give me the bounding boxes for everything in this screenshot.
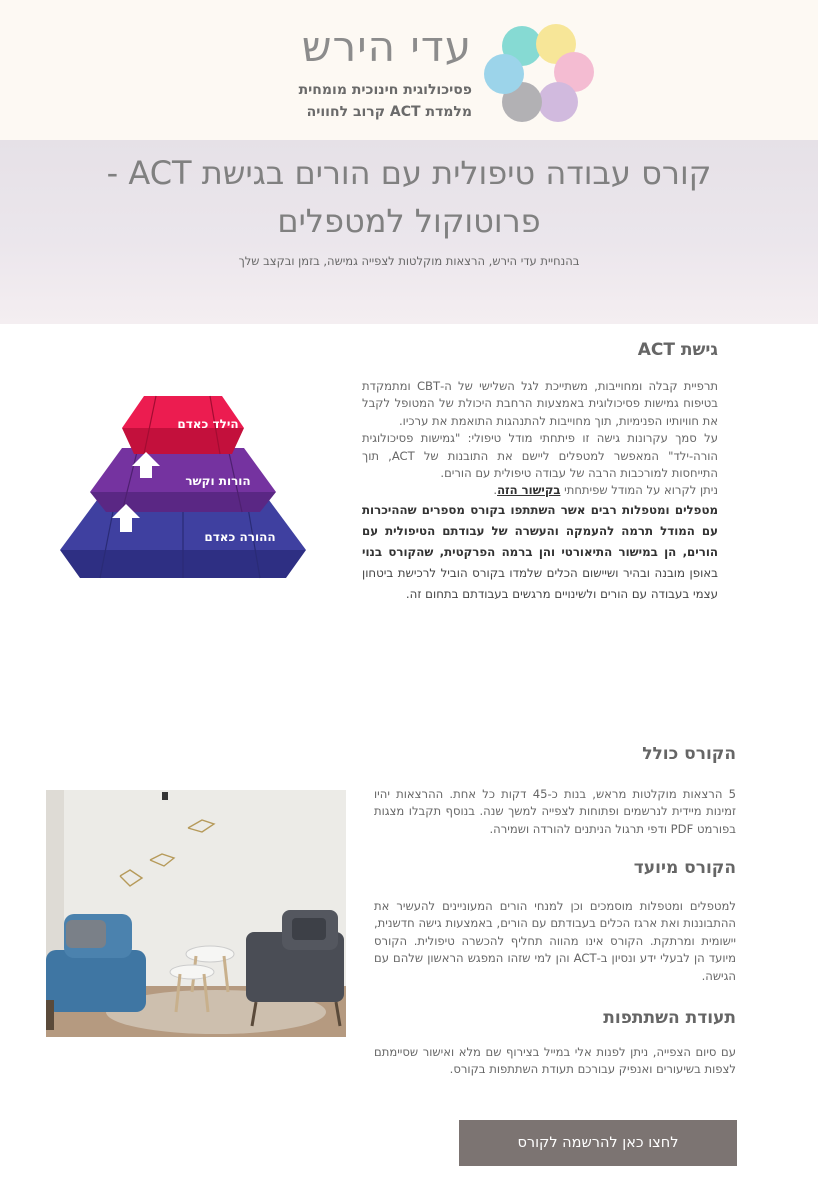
page-title-line-2: פרוטוקול למטפלים xyxy=(277,202,541,240)
audience-text: למטפלים ומטפלות מוסמכים וכן למנחי הורים המעוניינים להעשיר את ההתבוננות ואת ארגז הכלים בעבודתם עם הורים, באמצעות גישה חדשנית, יישומית ומרתקת. הקורס אינו מהווה תחליף להכשרה טיפולית. הקורס מיועד הן לבעלי ידע ונסיון ב-ACT והן למי שזהו המפגש הראשון שלהם עם הגישה. xyxy=(374,899,736,983)
includes-text: 5 הרצאות מוקלטות מראש, בנות כ-45 דקות כל אחת. ההרצאות יהיו זמינות מיידית לנרשמים ופתוחות לצפייה למשך שנה. בנוסף תקבלו מצגות בפורמט PDF ודפי תרגול הניתנים להורדה ושמירה. xyxy=(374,787,736,836)
logo-name[interactable]: עדי הירש xyxy=(301,22,472,71)
act-testimonial-rest: באופן מובנה ובהיר ושיישום הכלים שלמדו בקורס הוביל לרכישת ביטחון עצמי בעבודה עם הורים ולשינויים מרגשים בעבודתם בתחום זה. xyxy=(362,565,718,601)
includes-heading: הקורס כולל xyxy=(642,744,736,764)
pyramid-label-parent: ההורה כאדם xyxy=(204,530,276,544)
register-button[interactable]: לחצו כאן להרשמה לקורס xyxy=(459,1120,737,1166)
act-testimonial-paragraph xyxy=(362,500,718,605)
page-title-line-1: קורס עבודה טיפולית עם הורים בגישת ACT - xyxy=(106,154,712,192)
audience-heading: הקורס מיועד xyxy=(633,858,736,878)
therapy-room-photo xyxy=(46,790,346,1037)
act-paragraph-1: תרפיית קבלה ומחוייבות, משתייכת לגל השלישי של ה-CBT ומתמקדת בטיפוח גמישות פסיכולוגית באמצעות הרחבת היכולת של המטופל לקבל את חוויותיו הפנימיות, תוך מחוייבות להתנהגות התואמת את ערכיו. xyxy=(362,379,718,428)
act-paragraph-2: על סמך עקרונות גישה זו פיתחתי מודל טיפולי: "גמישות פסיכולוגית הורה-ילד" המאפשר למטפלים ליישם את התובנות של ACT, תוך התייחסות למורכבות הרבה של עבודה טיפולית עם הורים. xyxy=(362,431,718,481)
parenting-model-pyramid xyxy=(60,392,306,582)
act-paragraph-3-text: ניתן לקרוא על המודל שפיתחתי xyxy=(560,483,718,498)
logo-tagline-2: מלמדת ACT קרוב לחוויה xyxy=(306,104,472,120)
pyramid-label-child: הילד כאדם xyxy=(177,417,239,431)
pyramid-label-parenting: הורות וקשר xyxy=(185,474,251,488)
logo-tagline-1: פסיכולוגית חינוכית מומחית xyxy=(298,82,472,98)
page-subtitle: בהנחיית עדי הירש, הרצאות מוקלטות לצפייה גמישה, בזמן ובקצב שלך xyxy=(238,254,580,268)
act-heading: גישת ACT xyxy=(637,340,718,360)
act-testimonial-bold: מטפלים ומטפלות רבים אשר השתתפו בקורס מספרים שההיכרות עם המודל תרמה להעמקה והעשרה של עבודתם הטיפולית עם הורים, הן במישור התיאורטי והן ברמה הפרקטית, שהקורס בנוי xyxy=(362,502,718,559)
hero-banner xyxy=(0,140,818,324)
certificate-text: עם סיום הצפייה, ניתן לפנות אלי במייל בצירוף שם מלא ואישור שסיימתם לצפות בשיעורים ואנפיק עבורכם תעודת השתתפות בקורס. xyxy=(374,1045,736,1077)
act-paragraph-3-end: . xyxy=(493,483,498,498)
certificate-heading: תעודת השתתפות xyxy=(603,1008,736,1028)
act-text-block xyxy=(362,378,718,605)
act-paragraph-3 xyxy=(493,483,718,497)
site-header xyxy=(0,0,818,140)
model-link[interactable]: בקישור הזה xyxy=(497,483,561,498)
logo-hexagon-icon[interactable] xyxy=(484,24,596,124)
